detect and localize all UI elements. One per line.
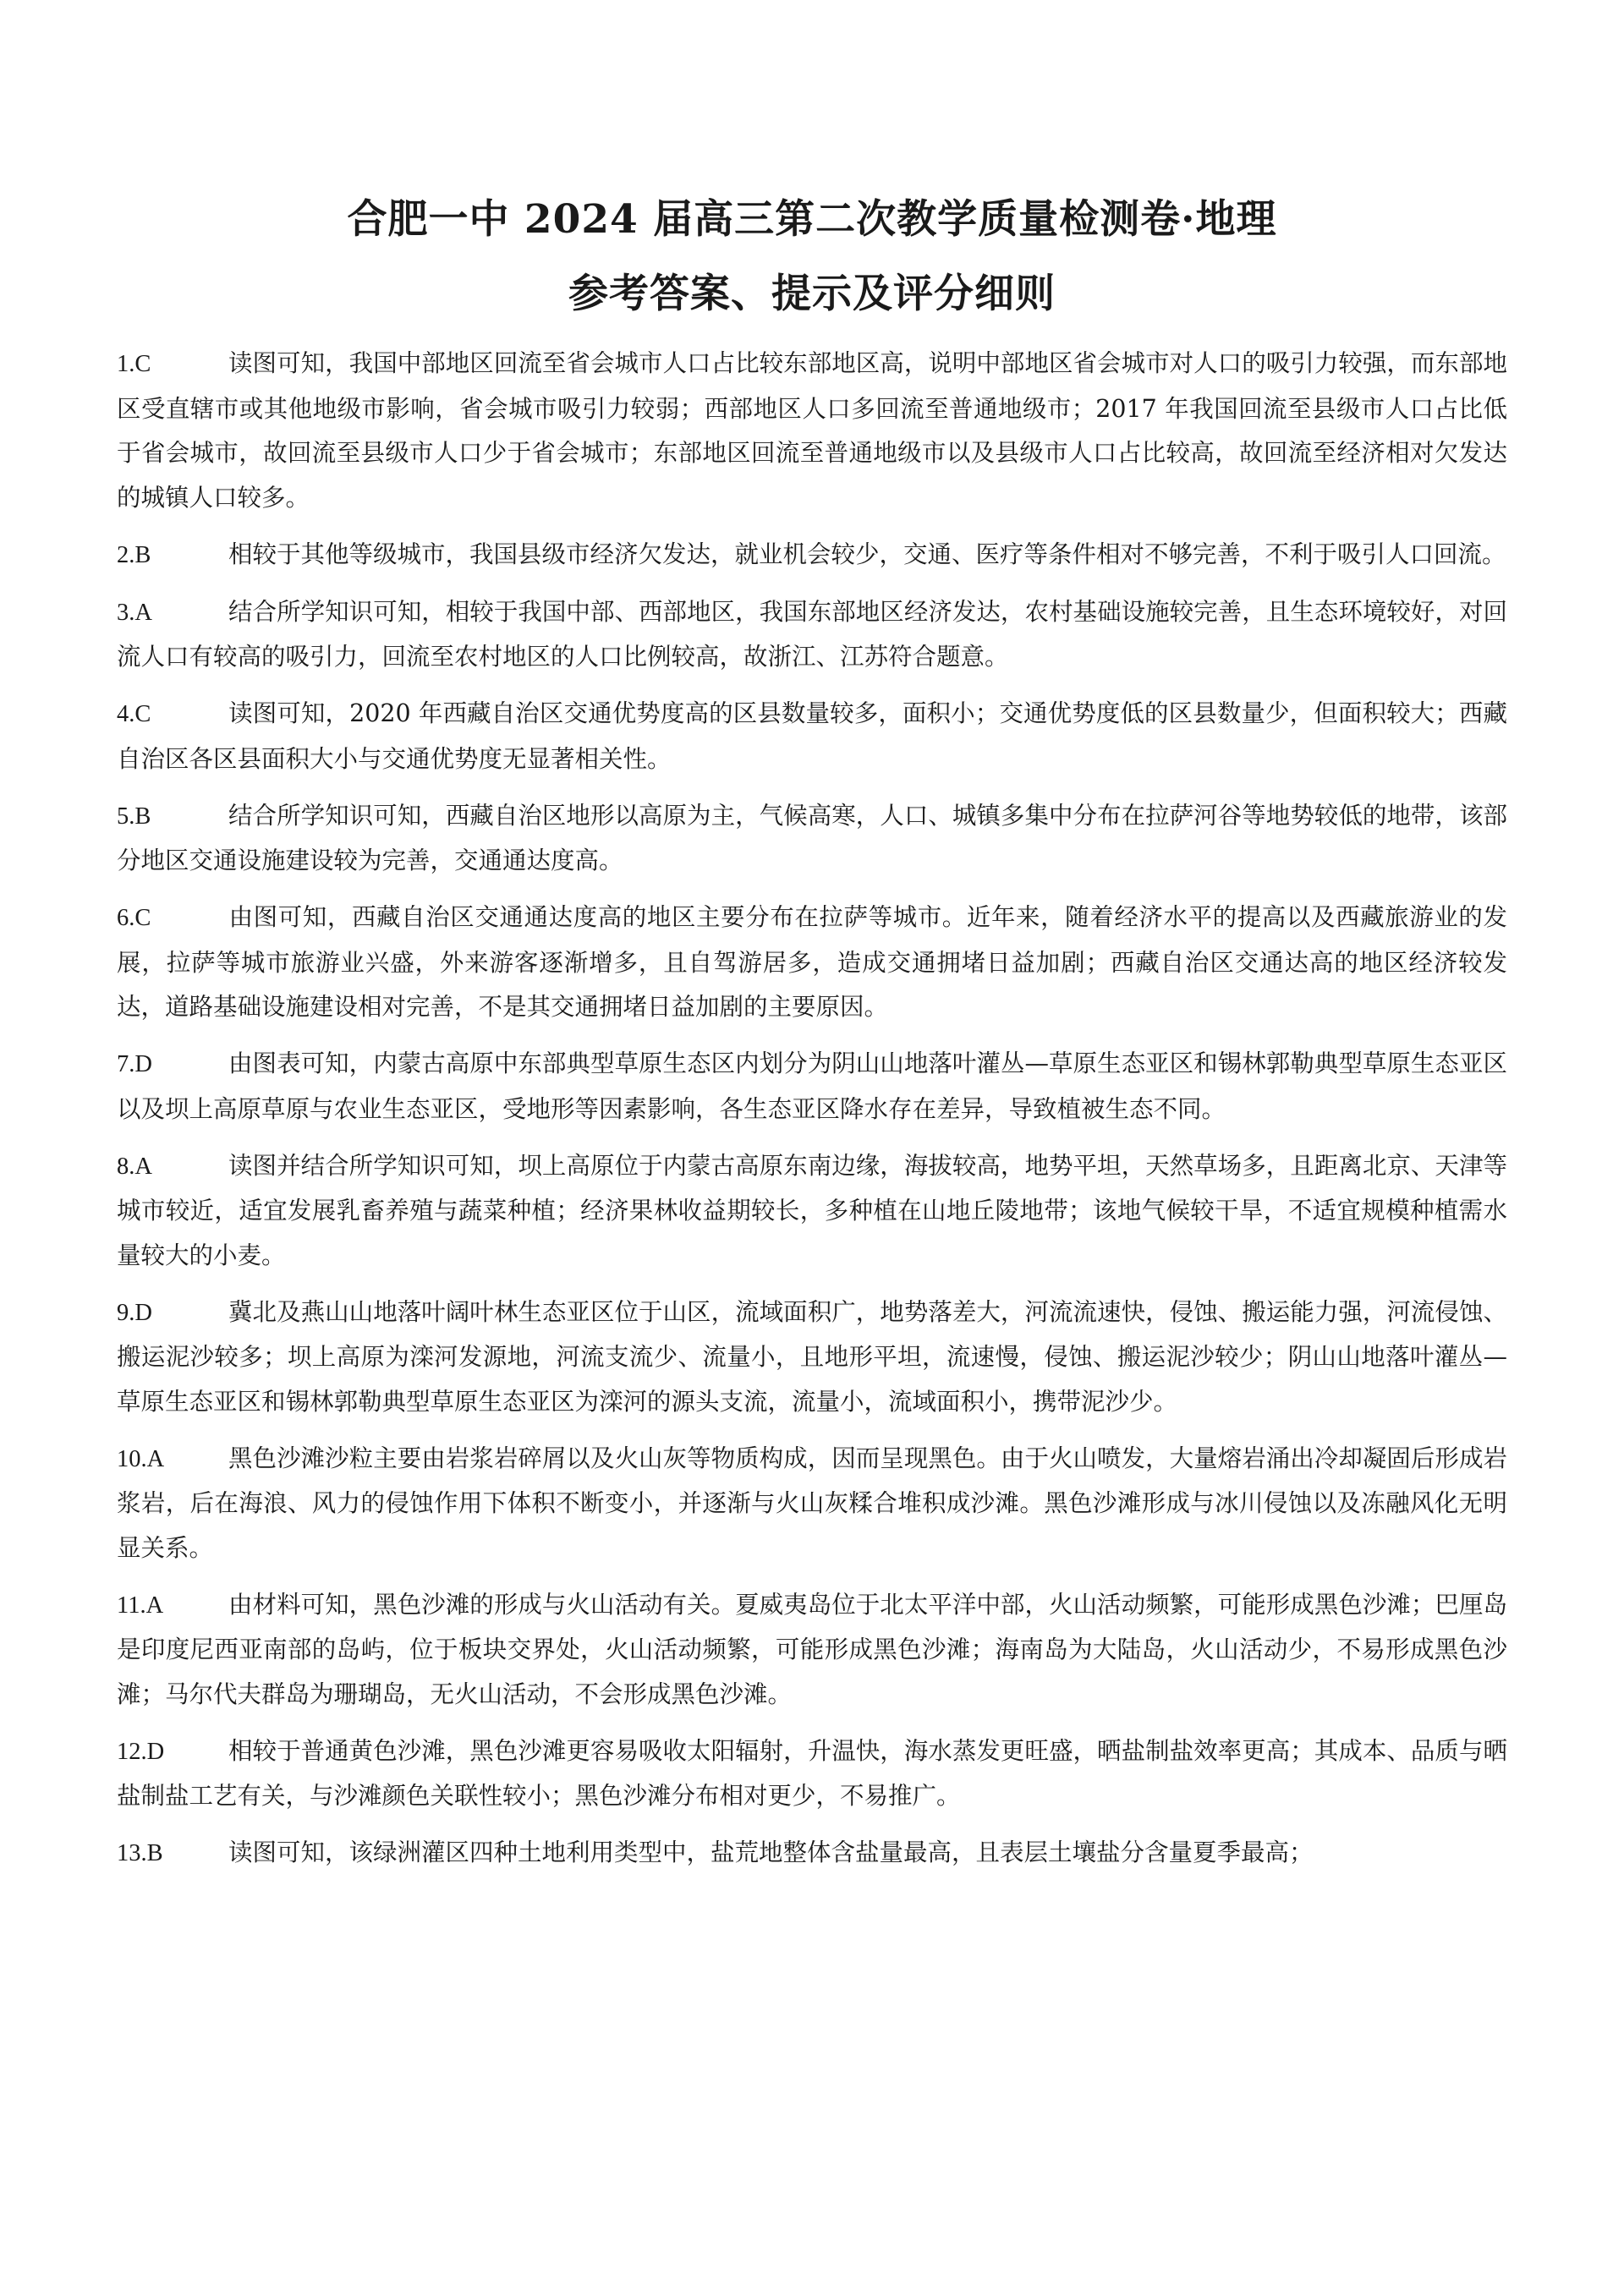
answer-item-7 (117, 1042, 1507, 1132)
answer-text: 读图可知，该绿洲灌区四种土地利用类型中，盐荒地整体含盐量最高，且表层土壤盐分含量夏季最高； (228, 1838, 1314, 1866)
answer-list (117, 342, 1507, 1877)
answer-label: 4.C (117, 701, 151, 727)
answer-label: 10.A (117, 1445, 165, 1472)
answer-item-13 (117, 1831, 1507, 1877)
answer-label: 13.B (117, 1840, 163, 1866)
answer-item-1 (117, 342, 1507, 520)
answer-item-5 (117, 794, 1507, 884)
answer-item-10 (117, 1437, 1507, 1571)
answer-item-9 (117, 1290, 1507, 1425)
page-subtitle: 参考答案、提示及评分细则 (568, 271, 1056, 317)
answer-label: 6.C (117, 905, 151, 931)
answer-text: 相较于普通黄色沙滩，黑色沙滩更容易吸收太阳辐射，升温快，海水蒸发更旺盛，晒盐制盐效率更高；其成本、品质与晒盐制盐工艺有关，与沙滩颜色关联性较小；黑色沙滩分布相对更少，不易推广。 (117, 1736, 1507, 1810)
answer-item-8 (117, 1144, 1507, 1279)
answer-text: 黑色沙滩沙粒主要由岩浆岩碎屑以及火山灰等物质构成，因而呈现黑色。由于火山喷发，大量熔岩涌出冷却凝固后形成岩浆岩，后在海浪、风力的侵蚀作用下体积不断变小，并逐渐与火山灰糅合堆积成沙滩。黑色沙滩形成与冰川侵蚀以及冻融风化无明显关系。 (117, 1444, 1507, 1562)
page-title: 合肥一中 2024 届高三第二次教学质量检测卷·地理 (347, 196, 1277, 243)
answer-text: 由材料可知，黑色沙滩的形成与火山活动有关。夏威夷岛位于北太平洋中部，火山活动频繁，可能形成黑色沙滩；巴厘岛是印度尼西亚南部的岛屿，位于板块交界处，火山活动频繁，可能形成黑色沙滩；海南岛为大陆岛，火山活动少，不易形成黑色沙滩；马尔代夫群岛为珊瑚岛，无火山活动，不会形成黑色沙滩。 (117, 1590, 1507, 1708)
answer-item-4 (117, 692, 1507, 781)
answer-label: 9.D (117, 1299, 152, 1326)
answer-text: 由图表可知，内蒙古高原中东部典型草原生态区内划分为阴山山地落叶灌丛—草原生态亚区和锡林郭勒典型草原生态亚区以及坝上高原草原与农业生态亚区，受地形等因素影响，各生态亚区降水存在差异，导致植被生态不同。 (117, 1049, 1507, 1123)
answer-item-11 (117, 1583, 1507, 1718)
answer-text: 由图可知，西藏自治区交通通达度高的地区主要分布在拉萨等城市。近年来，随着经济水平的提高以及西藏旅游业的发展，拉萨等城市旅游业兴盛，外来游客逐渐增多，且自驾游居多，造成交通拥堵日益加剧；西藏自治区交通达高的地区经济较发达，道路基础设施建设相对完善，不是其交通拥堵日益加剧的主要原因。 (117, 903, 1507, 1021)
answer-label: 11.A (117, 1592, 164, 1619)
answer-text: 读图可知，我国中部地区回流至省会城市人口占比较东部地区高，说明中部地区省会城市对人口的吸引力较强，而东部地区受直辖市或其他地级市影响，省会城市吸引力较弱；西部地区人口多回流至普通地级市；2017 年我国回流至县级市人口占比低于省会城市，故回流至县级市人口少于省会城市；东部地区回流至普通地级市以及县级市人口占比较高，故回流至经济相对欠发达的城镇人口较多。 (117, 349, 1507, 512)
answer-text: 结合所学知识可知，相较于我国中部、西部地区，我国东部地区经济发达，农村基础设施较完善，且生态环境较好，对回流人口有较高的吸引力，回流至农村地区的人口比例较高，故浙江、江苏符合题意。 (117, 597, 1507, 671)
answer-item-3 (117, 590, 1507, 680)
answer-item-12 (117, 1729, 1507, 1819)
answer-label: 7.D (117, 1051, 152, 1077)
answer-label: 3.A (117, 599, 152, 626)
answer-label: 2.B (117, 541, 151, 568)
answer-label: 1.C (117, 351, 151, 377)
answer-text: 读图并结合所学知识可知，坝上高原位于内蒙古高原东南边缘，海拔较高，地势平坦，天然草场多，且距离北京、天津等城市较近，适宜发展乳畜养殖与蔬菜种植；经济果林收益期较长，多种植在山地丘陵地带；该地气候较干旱，不适宜规模种植需水量较大的小麦。 (117, 1151, 1507, 1269)
answer-text: 结合所学知识可知，西藏自治区地形以高原为主，气候高寒，人口、城镇多集中分布在拉萨河谷等地势较低的地带，该部分地区交通设施建设较为完善，交通通达度高。 (117, 801, 1507, 874)
answer-item-2 (117, 533, 1507, 578)
answer-label: 8.A (117, 1153, 152, 1180)
answer-item-6 (117, 896, 1507, 1030)
answer-text: 相较于其他等级城市，我国县级市经济欠发达，就业机会较少，交通、医疗等条件相对不够完善，不利于吸引人口回流。 (228, 540, 1506, 568)
answer-text: 冀北及燕山山地落叶阔叶林生态亚区位于山区，流域面积广，地势落差大，河流流速快，侵蚀、搬运能力强，河流侵蚀、搬运泥沙较多；坝上高原为滦河发源地，河流支流少、流量小，且地形平坦，流速慢，侵蚀、搬运泥沙较少；阴山山地落叶灌丛—草原生态亚区和锡林郭勒典型草原生态亚区为滦河的源头支流，流量小，流域面积小，携带泥沙少。 (117, 1297, 1507, 1416)
answer-label: 12.D (117, 1738, 165, 1765)
answer-text: 读图可知，2020 年西藏自治区交通优势度高的区县数量较多，面积小；交通优势度低的区县数量少，但面积较大；西藏自治区各区县面积大小与交通优势度无显著相关性。 (117, 699, 1507, 773)
answer-label: 5.B (117, 803, 151, 830)
